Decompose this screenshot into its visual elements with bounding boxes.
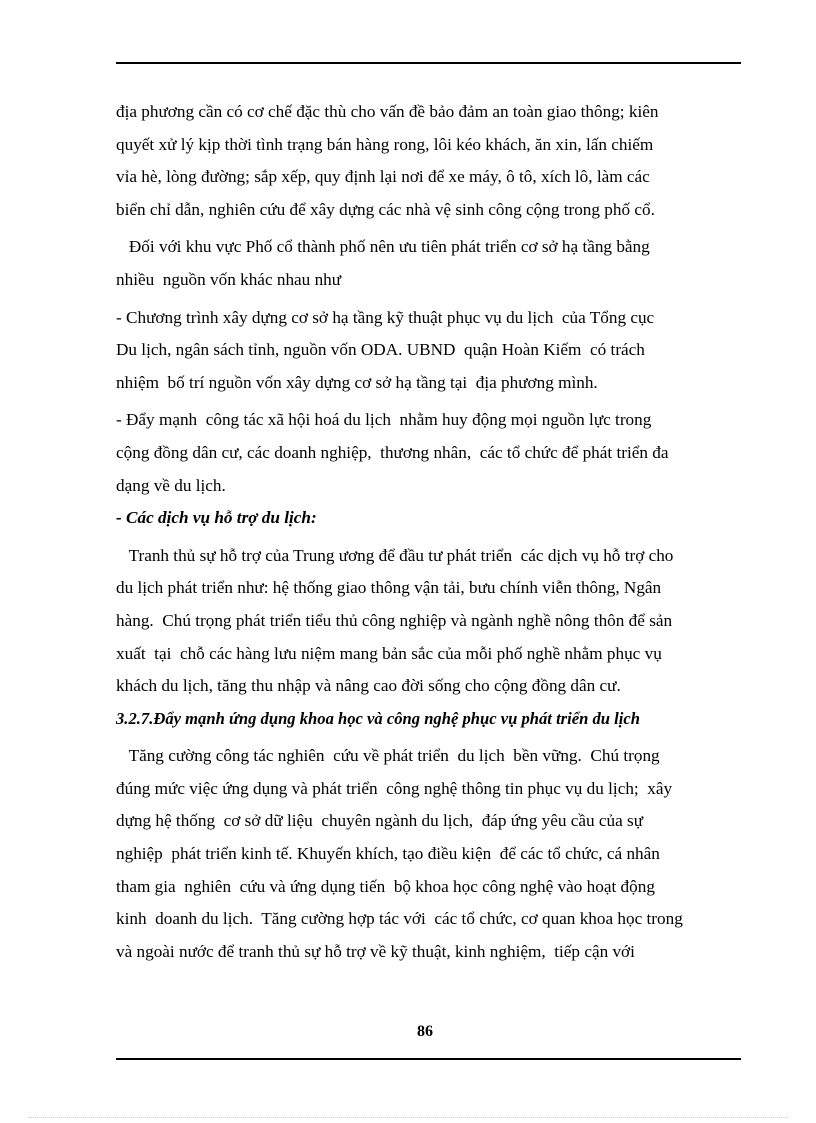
text-line: quyết xử lý kịp thời tình trạng bán hàng rong, lôi kéo khách, ăn xin, lấn chiếm: [116, 134, 654, 154]
text-line: nghiệp phát triển kinh tế. Khuyến khích, tạo điều kiện để các tổ chức, cá nhân: [116, 844, 660, 864]
text-line: khách du lịch, tăng thu nhập và nâng cao đời sống cho cộng đồng dân cư.: [116, 676, 621, 696]
text-line: đúng mức việc ứng dụng và phát triển công nghệ thông tin phục vụ du lịch; xây: [116, 778, 673, 798]
text-line: tham gia nghiên cứu và ứng dụng tiến bộ khoa học công nghệ vào hoạt động: [116, 876, 655, 896]
text-line: biển chỉ dẫn, nghiên cứu để xây dựng các nhà vệ sinh công cộng trong phố cổ.: [116, 199, 655, 219]
page-boundary: [28, 1117, 788, 1118]
text-line: du lịch phát triển như: hệ thống giao thông vận tải, bưu chính viễn thông, Ngân: [116, 578, 662, 598]
header-rule: [116, 62, 741, 64]
text-line: Tăng cường công tác nghiên cứu về phát triển du lịch bền vững. Chú trọng: [116, 746, 660, 766]
text-line: Tranh thủ sự hỗ trợ của Trung ương để đầu tư phát triển các dịch vụ hỗ trợ cho: [116, 545, 674, 565]
page-body: [116, 96, 741, 968]
subsection-heading: - Các dịch vụ hỗ trợ du lịch:: [116, 508, 317, 528]
footer-rule: [116, 1058, 741, 1060]
text-line: và ngoài nước để tranh thủ sự hỗ trợ về kỹ thuật, kinh nghiệm, tiếp cận với: [116, 941, 635, 961]
text-line: Du lịch, ngân sách tỉnh, nguồn vốn ODA. UBND quận Hoàn Kiếm có trách: [116, 340, 645, 360]
text-line: kinh doanh du lịch. Tăng cường hợp tác với các tổ chức, cơ quan khoa học trong: [116, 909, 683, 929]
text-line: dạng về du lịch.: [116, 475, 226, 495]
bullet-line: - Chương trình xây dựng cơ sở hạ tầng kỹ thuật phục vụ du lịch của Tổng cục: [116, 307, 655, 327]
section-heading: 3.2.7.Đẩy mạnh ứng dụng khoa học và công nghệ phục vụ phát triển du lịch: [116, 708, 640, 728]
text-line: hàng. Chú trọng phát triển tiểu thủ công nghiệp và ngành nghề nông thôn để sản: [116, 610, 673, 630]
text-line: cộng đồng dân cư, các doanh nghiệp, thương nhân, các tổ chức để phát triển đa: [116, 442, 669, 462]
bullet-line: - Đẩy mạnh công tác xã hội hoá du lịch nhằm huy động mọi nguồn lực trong: [116, 410, 652, 430]
text-line: Đối với khu vực Phố cổ thành phố nên ưu tiên phát triển cơ sở hạ tầng bằng: [116, 237, 650, 257]
text-line: dựng hệ thống cơ sở dữ liệu chuyên ngành du lịch, đáp ứng yêu cầu của sự: [116, 811, 644, 831]
text-line: vỉa hè, lòng đường; sắp xếp, quy định lại nơi để xe máy, ô tô, xích lô, làm các: [116, 167, 650, 187]
text-line: nhiều nguồn vốn khác nhau như: [116, 269, 342, 289]
text-line: địa phương cần có cơ chế đặc thù cho vấn đề bảo đảm an toàn giao thông; kiên: [116, 102, 659, 121]
page-number: 86: [417, 1023, 433, 1040]
text-line: xuất tại chỗ các hàng lưu niệm mang bản sắc của mỗi phố nghề nhằm phục vụ: [116, 643, 662, 663]
text-line: nhiệm bố trí nguồn vốn xây dựng cơ sở hạ tầng tại địa phương mình.: [116, 372, 598, 392]
